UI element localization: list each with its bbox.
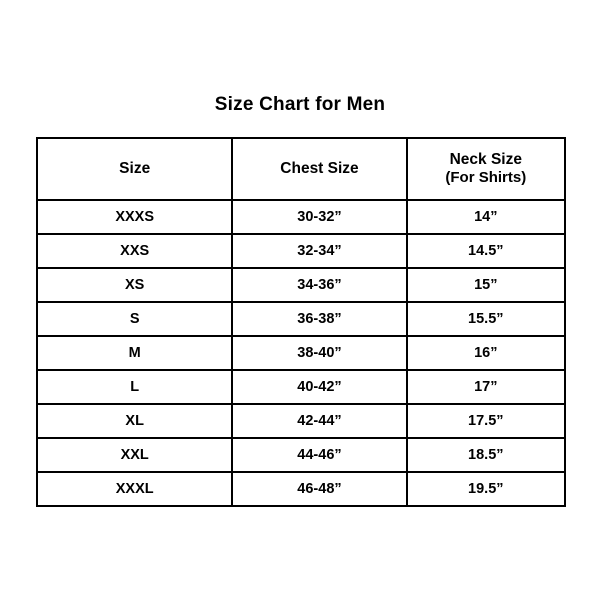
cell-chest: 46-48” <box>232 472 406 506</box>
table-row <box>37 472 565 506</box>
column-header-chest-size-label: Chest Size <box>280 160 359 178</box>
cell-neck: 17” <box>407 370 565 404</box>
cell-size: S <box>37 302 232 336</box>
cell-size: L <box>37 370 232 404</box>
table-row <box>37 234 565 268</box>
cell-chest: 36-38” <box>232 302 406 336</box>
column-header-neck-size <box>407 138 565 200</box>
cell-size: XXL <box>37 438 232 472</box>
cell-size: XL <box>37 404 232 438</box>
table-row <box>37 268 565 302</box>
cell-chest: 34-36” <box>232 268 406 302</box>
column-header-neck-size-sublabel: (For Shirts) <box>445 169 527 187</box>
table-row <box>37 438 565 472</box>
cell-chest: 40-42” <box>232 370 406 404</box>
table-header <box>37 138 565 200</box>
cell-chest: 30-32” <box>232 200 406 234</box>
size-chart-table <box>36 137 566 507</box>
cell-neck: 14.5” <box>407 234 565 268</box>
table-row <box>37 404 565 438</box>
cell-size: XS <box>37 268 232 302</box>
cell-size: XXS <box>37 234 232 268</box>
cell-neck: 17.5” <box>407 404 565 438</box>
cell-size: M <box>37 336 232 370</box>
table-body <box>37 200 565 506</box>
cell-chest: 38-40” <box>232 336 406 370</box>
cell-chest: 42-44” <box>232 404 406 438</box>
cell-chest: 44-46” <box>232 438 406 472</box>
column-header-chest-size <box>232 138 406 200</box>
column-header-size-label: Size <box>119 160 151 178</box>
page-title: Size Chart for Men <box>214 94 386 115</box>
cell-size: XXXS <box>37 200 232 234</box>
table-row <box>37 302 565 336</box>
cell-chest: 32-34” <box>232 234 406 268</box>
table-row <box>37 336 565 370</box>
column-header-size <box>37 138 232 200</box>
cell-neck: 18.5” <box>407 438 565 472</box>
cell-neck: 15.5” <box>407 302 565 336</box>
cell-size: XXXL <box>37 472 232 506</box>
table-row <box>37 200 565 234</box>
cell-neck: 19.5” <box>407 472 565 506</box>
table-header-row <box>37 138 565 200</box>
table-row <box>37 370 565 404</box>
cell-neck: 14” <box>407 200 565 234</box>
column-header-neck-size-label: Neck Size <box>449 150 522 168</box>
cell-neck: 16” <box>407 336 565 370</box>
cell-neck: 15” <box>407 268 565 302</box>
